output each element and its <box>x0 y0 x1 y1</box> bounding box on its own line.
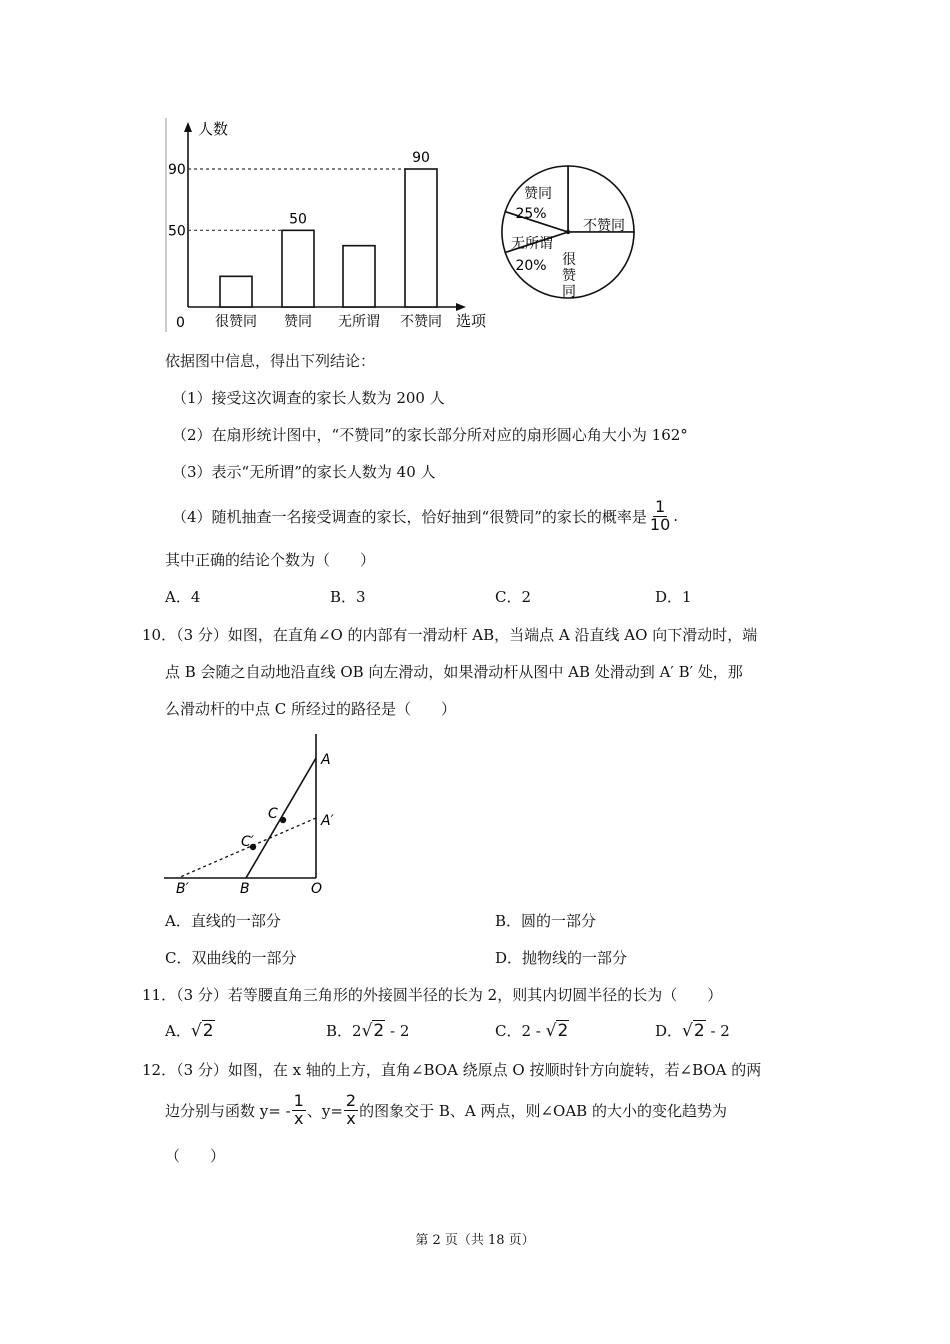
radicand: 2 <box>373 1021 385 1041</box>
probability-fraction <box>648 496 672 534</box>
x-axis-arrow <box>456 303 466 311</box>
fraction-numerator: 1 <box>293 1090 304 1110</box>
category-label: 无所谓 <box>338 314 380 330</box>
q10-stem-line-2: 点 B 会随之自动地沿直线 OB 向左滑动，如果滑动杆从图中 AB 处滑动到 A′ B′ 处，那 <box>165 663 743 681</box>
q10-option-c: C．双曲线的一部分 <box>165 949 297 967</box>
label-b2: B′ <box>176 881 189 897</box>
q9-option-b: B．3 <box>330 588 366 606</box>
q9-conclusion-4-text: （4）随机抽查一名接受调查的家长，恰好抽到“很赞同”的家长的概率是 <box>172 507 647 526</box>
sqrt-expression: √2 <box>545 1021 569 1041</box>
slice-label: 赞 <box>562 268 576 284</box>
label-a: A <box>321 752 331 768</box>
q9-conclusion-4 <box>172 496 678 536</box>
function-fraction-2 <box>344 1090 358 1128</box>
fraction-denominator: 10 <box>649 514 671 534</box>
label-c: C <box>268 806 278 822</box>
pie-chart <box>498 150 638 300</box>
fraction-numerator: 1 <box>654 496 666 516</box>
q12-stem-line-2 <box>165 1088 727 1132</box>
point-c <box>280 817 286 823</box>
slice-label: 很 <box>562 252 576 268</box>
category-label: 赞同 <box>284 314 312 330</box>
label-a2: A′ <box>321 813 334 829</box>
pie-center-dot <box>566 230 570 234</box>
q10-stem-line-3: 么滑动杆的中点 C 所经过的路径是（ ） <box>165 700 457 718</box>
q9-question: 其中正确的结论个数为（ ） <box>165 551 376 569</box>
q12-stem-line-1: 12．（3 分）如图，在 x 轴的上方，直角∠BOA 绕原点 O 按顺时针方向旋转，若∠BOA 的两 <box>142 1061 762 1079</box>
page-footer: 第 2 页（共 18 页） <box>415 1233 535 1248</box>
q12-text-a: 边分别与函数 y= - <box>165 1101 291 1120</box>
q10-option-b: B．圆的一部分 <box>495 912 597 930</box>
sqrt-expression: √2 <box>682 1021 705 1041</box>
bar <box>220 276 252 307</box>
q11-option-d-prefix: D． <box>655 1022 683 1040</box>
q12-text-c: 的图象交于 B、A 两点，则∠OAB 的大小的变化趋势为 <box>359 1101 727 1120</box>
bar <box>282 230 314 307</box>
fraction-denominator: x <box>294 1108 304 1128</box>
y-axis-arrow <box>184 122 192 132</box>
q11-option-d <box>655 1020 730 1041</box>
function-fraction-1 <box>292 1090 306 1128</box>
sliding-rod-figure <box>160 728 360 898</box>
q9-option-d: D．1 <box>655 588 692 606</box>
slice-percent-label: 25% <box>515 206 547 222</box>
q11-option-c-prefix: C．2 - <box>495 1022 546 1040</box>
q9-intro: 依据图中信息，得出下列结论： <box>165 352 376 370</box>
category-label: 不赞同 <box>400 314 442 330</box>
label-o: O <box>311 881 323 897</box>
q11-option-a <box>165 1020 215 1041</box>
q11-option-b-prefix: B．2 <box>326 1022 362 1040</box>
q9-conclusion-3: （3）表示“无所谓”的家长人数为 40 人 <box>172 463 436 481</box>
bar <box>405 169 437 307</box>
slice-percent-label: 20% <box>515 258 547 274</box>
bar <box>343 246 375 307</box>
data-label: 90 <box>412 150 430 166</box>
q10-option-d: D．抛物线的一部分 <box>495 949 628 967</box>
q11-option-a-label: A． <box>165 1022 191 1040</box>
q9-conclusion-4-end: . <box>673 507 679 525</box>
slice-label: 不赞同 <box>583 218 625 234</box>
category-label: 很赞同 <box>215 314 257 330</box>
q9-option-c: C．2 <box>495 588 532 606</box>
y-axis-title: 人数 <box>198 120 229 138</box>
radicand: 2 <box>693 1021 705 1041</box>
q11-option-c <box>495 1020 569 1041</box>
q11-option-d-suffix: - 2 <box>705 1022 730 1040</box>
sqrt-expression: √2 <box>190 1021 214 1041</box>
radicand: 2 <box>202 1021 214 1041</box>
y-tick-label: 90 <box>168 162 186 178</box>
q10-stem-line-1: 10．（3 分）如图，在直角∠O 的内部有一滑动杆 AB，当端点 A 沿直线 AO 向下滑动时，端 <box>142 626 758 644</box>
q9-option-a: A．4 <box>165 588 201 606</box>
label-b: B <box>240 881 250 897</box>
q9-conclusion-1: （1）接受这次调查的家长人数为 200 人 <box>172 389 445 407</box>
q11-option-b <box>326 1020 409 1041</box>
radicand: 2 <box>557 1021 569 1041</box>
y-tick-label: 50 <box>168 223 186 240</box>
bar-chart <box>160 112 500 337</box>
q11-stem: 11．（3 分）若等腰直角三角形的外接圆半径的长为 2，则其内切圆半径的长为（ ） <box>142 986 723 1004</box>
origin-label: 0 <box>176 315 185 331</box>
data-label: 50 <box>289 211 307 228</box>
fraction-denominator: x <box>346 1108 356 1128</box>
slice-label: 同 <box>562 284 576 300</box>
label-c2: C′ <box>241 834 254 850</box>
q11-option-b-suffix: - 2 <box>385 1022 410 1040</box>
q9-conclusion-2: （2）在扇形统计图中，“不赞同”的家长部分所对应的扇形圆心角大小为 162° <box>172 426 688 444</box>
fraction-numerator: 2 <box>345 1090 357 1110</box>
slice-label: 无所谓 <box>511 236 553 252</box>
slice-label: 赞同 <box>524 186 552 202</box>
sqrt-expression: √2 <box>361 1021 385 1041</box>
x-axis-title: 选项 <box>456 312 487 330</box>
q12-text-b: 、y= <box>306 1101 343 1120</box>
q12-stem-line-3: （ ） <box>165 1147 226 1165</box>
q10-option-a: A．直线的一部分 <box>165 912 281 930</box>
